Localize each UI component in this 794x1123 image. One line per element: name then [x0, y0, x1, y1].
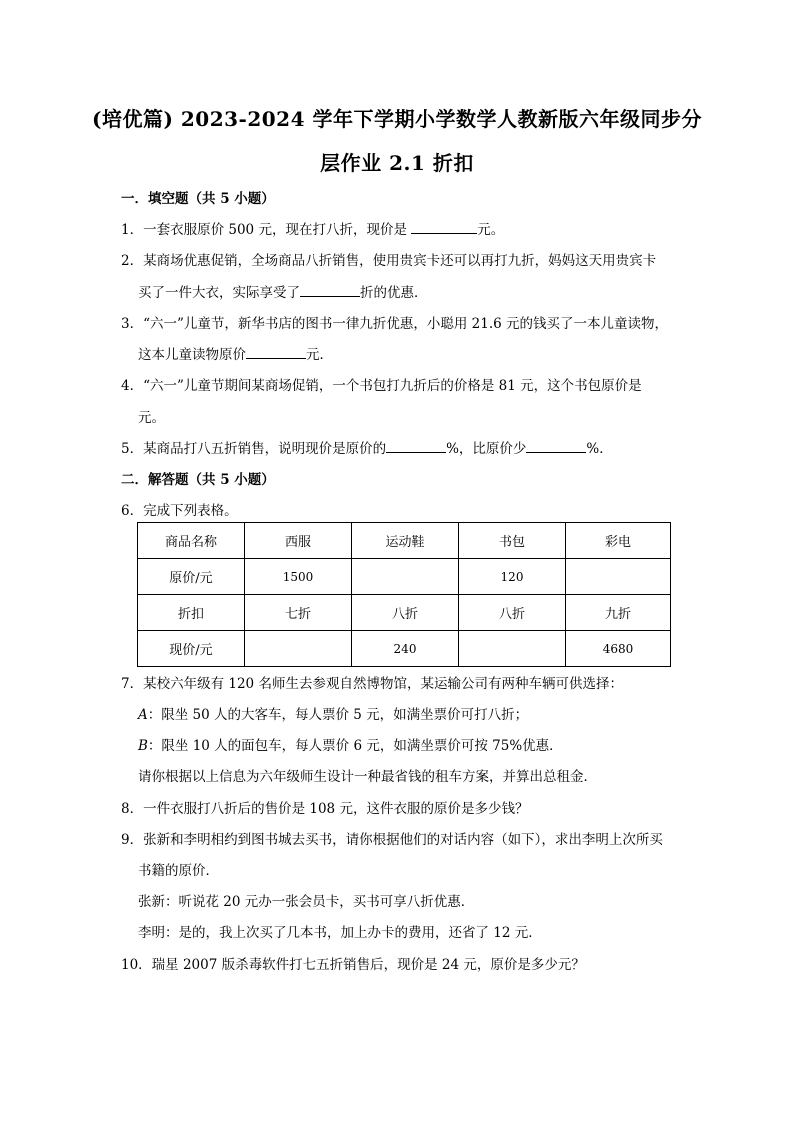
table-cell: 运动鞋 — [352, 523, 459, 559]
table-cell: 九折 — [566, 595, 671, 631]
q5-answer-blank-1[interactable] — [386, 438, 446, 453]
price-table — [137, 522, 671, 667]
q2-answer-blank[interactable] — [300, 282, 360, 297]
q3-text-before: 这本儿童读物原价 — [138, 347, 246, 363]
table-cell: 原价/元 — [138, 559, 245, 595]
q5-text-after: %． — [586, 441, 613, 457]
question-3-line1: 3．“六一”儿童节，新华书店的图书一律九折优惠，小聪用 21.6 元的钱买了一本儿童读物， — [121, 316, 669, 332]
option-a-text: ：限坐 50 人的大客车，每人票价 5 元，如满坐票价可打八折； — [147, 707, 529, 723]
section1-heading: 一．填空题（共 5 小题） — [121, 191, 275, 207]
q5-answer-blank-2[interactable] — [526, 438, 586, 453]
question-3-line2 — [138, 343, 333, 363]
question-9-line4: 李明：是的，我上次买了几本书，加上办卡的费用，还省了 12 元． — [138, 925, 542, 941]
question-7-option-b — [138, 734, 563, 754]
question-6-label: 6．完成下列表格。 — [121, 503, 238, 519]
table-row — [138, 595, 671, 631]
q2-text-after: 折的优惠． — [360, 285, 428, 301]
table-cell: 彩电 — [566, 523, 671, 559]
table-row — [138, 523, 671, 559]
q3-answer-blank[interactable] — [246, 344, 306, 359]
table-cell: 八折 — [459, 595, 566, 631]
table-cell: 折扣 — [138, 595, 245, 631]
question-5 — [121, 437, 613, 457]
table-cell: 商品名称 — [138, 523, 245, 559]
q3-text-after: 元． — [306, 347, 333, 363]
question-2-line1: 2．某商场优惠促销，全场商品八折销售，使用贵宾卡还可以再打九折，妈妈这天用贵宾卡 — [121, 253, 657, 269]
section2-heading: 二．解答题（共 5 小题） — [121, 472, 275, 488]
table-cell-empty[interactable] — [459, 631, 566, 667]
question-7-line1: 7．某校六年级有 120 名师生去参观自然博物馆，某运输公司有两种车辆可供选择： — [121, 676, 623, 692]
question-1 — [121, 218, 504, 238]
q5-text-middle: %，比原价少 — [446, 441, 527, 457]
question-9-line2: 书籍的原价． — [138, 863, 219, 879]
table-row — [138, 631, 671, 667]
option-b-label: B — [138, 738, 148, 754]
table-cell: 4680 — [566, 631, 671, 667]
table-cell: 西服 — [245, 523, 352, 559]
table-cell: 现价/元 — [138, 631, 245, 667]
page-title-line1: (培优篇) 2023-2024 学年下学期小学数学人教新版六年级同步分 — [92, 107, 702, 131]
question-9-line3: 张新：听说花 20 元办一张会员卡，买书可享八折优惠． — [138, 894, 475, 910]
question-8: 8．一件衣服打八折后的售价是 108 元，这件衣服的原价是多少钱？ — [121, 801, 529, 817]
table-row — [138, 559, 671, 595]
q2-text-before: 买了一件大衣，实际享受了 — [138, 285, 300, 301]
q5-text-before: 5．某商品打八五折销售，说明现价是原价的 — [121, 441, 387, 457]
question-7-option-a — [138, 703, 528, 723]
question-2-line2 — [138, 281, 428, 301]
table-cell: 120 — [459, 559, 566, 595]
question-4-line1: 4．“六一”儿童节期间某商场促销，一个书包打九折后的价格是 81 元，这个书包原价是 — [121, 378, 642, 394]
option-a-label: A — [138, 707, 148, 723]
q1-text-after: 元。 — [477, 222, 505, 238]
table-cell: 1500 — [245, 559, 352, 595]
table-cell: 240 — [352, 631, 459, 667]
page-title-line2: 层作业 2.1 折扣 — [320, 151, 474, 175]
table-cell-empty[interactable] — [352, 559, 459, 595]
option-b-text: ：限坐 10 人的面包车，每人票价 6 元，如满坐票价可按 75%优惠． — [147, 738, 563, 754]
question-4-line2: 元。 — [138, 410, 165, 426]
q1-text-before: 1．一套衣服原价 500 元，现在打八折，现价是 — [121, 222, 412, 238]
table-cell: 八折 — [352, 595, 459, 631]
question-10: 10．瑞星 2007 版杀毒软件打七五折销售后，现价是 24 元，原价是多少元？ — [121, 957, 585, 973]
question-9-line1: 9．张新和李明相约到图书城去买书，请你根据他们的对话内容（如下），求出李明上次所买 — [121, 832, 663, 848]
table-cell: 七折 — [245, 595, 352, 631]
table-cell-empty[interactable] — [245, 631, 352, 667]
table-cell-empty[interactable] — [566, 559, 671, 595]
table-cell: 书包 — [459, 523, 566, 559]
q1-answer-blank[interactable] — [411, 219, 477, 234]
question-7-line4: 请你根据以上信息为六年级师生设计一种最省钱的租车方案，并算出总租金． — [138, 769, 597, 785]
